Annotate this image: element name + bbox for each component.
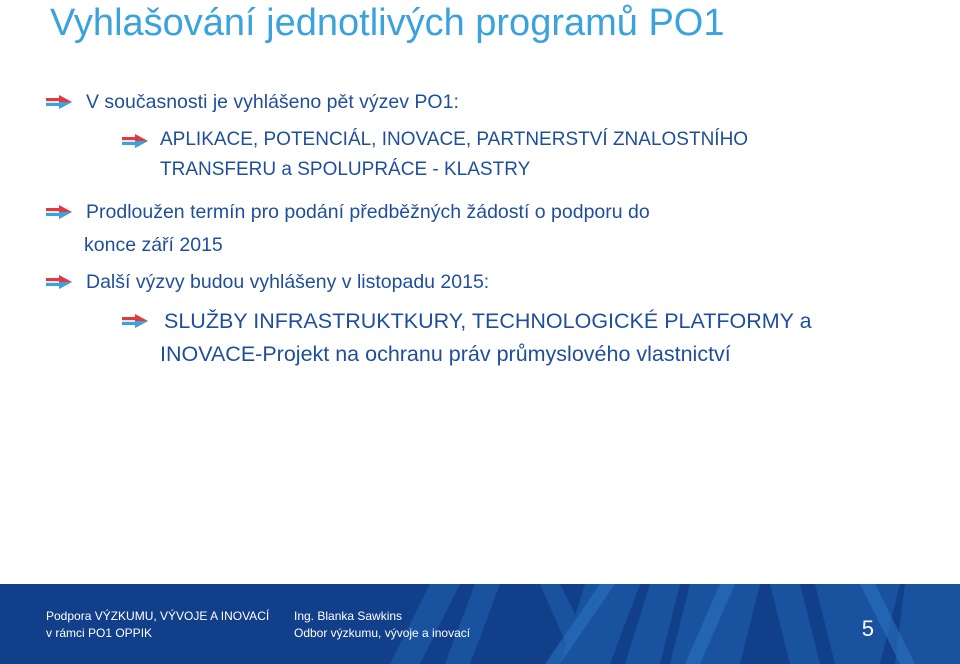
footer-author-department: Odbor výzkumu, vývoje a inovací xyxy=(294,626,471,640)
arrow-right-icon xyxy=(122,314,148,328)
list-item xyxy=(86,86,459,119)
list-item xyxy=(86,266,489,299)
list-item-text: V současnosti je vyhlášeno pět výzev PO1: xyxy=(86,91,459,113)
list-item-text: INOVACE-Projekt na ochranu práv průmyslového vlastnictví xyxy=(160,342,731,366)
list-item xyxy=(160,305,812,371)
arrow-right-icon xyxy=(46,275,72,289)
list-item-text: Prodloužen termín pro podání předběžných žádostí o podporu do xyxy=(86,201,650,223)
footer xyxy=(0,584,960,664)
list-item-text: konce září 2015 xyxy=(84,234,223,256)
list-item-text: SLUŽBY INFRASTRUKTKURY, TECHNOLOGICKÉ PLATFORMY a xyxy=(164,309,812,333)
footer-author-name: Ing. Blanka Sawkins xyxy=(294,609,403,623)
footer-left-line1: Podpora VÝZKUMU, VÝVOJE A INOVACÍ xyxy=(46,609,270,623)
list-item-text: Další výzvy budou vyhlášeny v listopadu 2015: xyxy=(86,271,490,293)
list-item xyxy=(160,125,748,185)
list-item-text: TRANSFERU a SPOLUPRÁCE - KLASTRY xyxy=(160,159,531,180)
list-item-text: APLIKACE, POTENCIÁL, INOVACE, PARTNERSTVÍ ZNALOSTNÍHO xyxy=(160,129,749,150)
arrow-right-icon xyxy=(46,205,72,219)
arrow-right-icon xyxy=(46,95,72,109)
footer-pattern xyxy=(0,584,960,664)
list-item xyxy=(86,196,650,262)
page-number: 5 xyxy=(861,616,874,641)
slide-title: Vyhlašování jednotlivých programů PO1 xyxy=(50,2,725,44)
footer-left-line2: v rámci PO1 OPPIK xyxy=(46,626,153,640)
arrow-right-icon xyxy=(122,134,148,148)
